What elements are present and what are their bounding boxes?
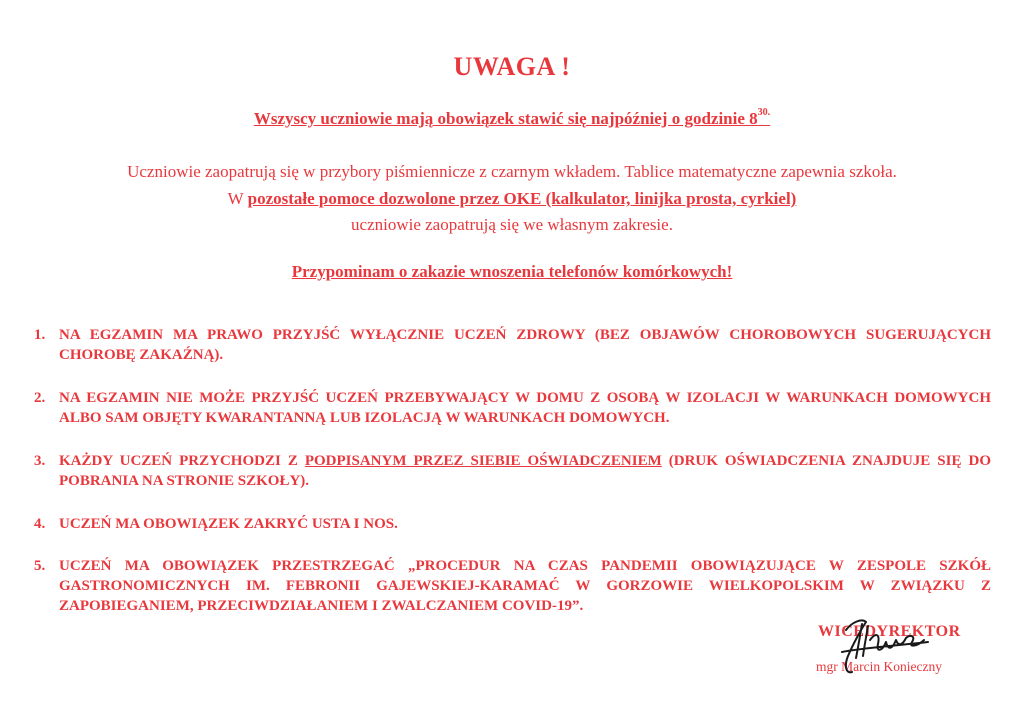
phone-reminder: Przypominam o zakazie wnoszenia telefonów komórkowych! <box>291 262 733 281</box>
signature-stroke <box>842 620 928 672</box>
supplies-line-2 <box>0 189 1024 209</box>
rule-text-suffix: (DRUK OŚWIADCZENIA ZNAJDUJE SIĘ DO POBRANIA NA STRONIE SZKOŁY). <box>59 453 991 489</box>
rule-number: 5. <box>34 558 46 574</box>
arrival-notice-text: Wszyscy uczniowie mają obowiązek stawić się najpóźniej o godzinie 8 <box>253 109 758 128</box>
rule-item <box>34 556 991 616</box>
rule-item <box>34 388 991 428</box>
rule-number: 4. <box>34 516 46 532</box>
supplies-line-3: uczniowie zaopatrują się we własnym zakresie. <box>351 215 673 234</box>
rule-text: NA EGZAMIN NIE MOŻE PRZYJŚĆ UCZEŃ PRZEBYWAJĄCY W DOMU Z OSOBĄ W IZOLACJI W WARUNKACH DOMOWYCH ALBO SAM OBJĘTY KWARANTANNĄ LUB IZOLACJĄ W WARUNKACH DOMOWYCH. <box>59 390 991 426</box>
rule-text: UCZEŃ MA OBOWIĄZEK ZAKRYĆ USTA I NOS. <box>59 516 398 532</box>
arrival-time-minutes: 30. <box>757 107 771 118</box>
rule-text-prefix: KAŻDY UCZEŃ PRZYCHODZI Z <box>59 453 305 469</box>
rule-number: 2. <box>34 390 46 406</box>
handwritten-signature <box>832 612 942 687</box>
signatory-name: mgr Marcin Konieczny <box>816 659 942 674</box>
rule-number: 1. <box>34 327 46 343</box>
arrival-notice <box>0 109 1024 129</box>
declaration-emphasis: PODPISANYM PRZEZ SIEBIE OŚWIADCZENIEM <box>304 453 662 469</box>
rule-number: 3. <box>34 453 46 469</box>
rule-text: UCZEŃ MA OBOWIĄZEK PRZESTRZEGAĆ „PROCEDUR NA CZAS PANDEMII OBOWIĄZUJĄCE W ZESPOLE SZKÓŁ GASTRONOMICZNYCH IM. FEBRONII GAJEWSKIEJ-KARAMAĆ W GORZOWIE WIELKOPOLSKIM W ZWIĄZKU Z ZAPOBIEGANIEM, PRZECIWDZIAŁANIEM I ZWALCZANIEM COVID-19”. <box>59 558 991 614</box>
page-title: UWAGA ! <box>453 52 571 81</box>
supplies-line-2-prefix: W <box>227 189 248 208</box>
allowed-aids: pozostałe pomoce dozwolone przez OKE (kalkulator, linijka prosta, cyrkiel) <box>247 189 797 208</box>
rules-list <box>34 325 991 639</box>
rule-text: NA EGZAMIN MA PRAWO PRZYJŚĆ WYŁĄCZNIE UCZEŃ ZDROWY (BEZ OBJAWÓW CHOROBOWYCH SUGERUJĄCYCH CHOROBĘ ZAKAŹNĄ). <box>59 327 991 363</box>
signatory-role: WICEDYREKTOR <box>818 623 961 640</box>
rule-item <box>34 325 991 365</box>
supplies-line-1: Uczniowie zaopatrują się w przybory piśmiennicze z czarnym wkładem. Tablice matematyczne zapewnia szkoła. <box>127 162 897 181</box>
rule-item <box>34 451 991 491</box>
rule-item <box>34 514 991 534</box>
